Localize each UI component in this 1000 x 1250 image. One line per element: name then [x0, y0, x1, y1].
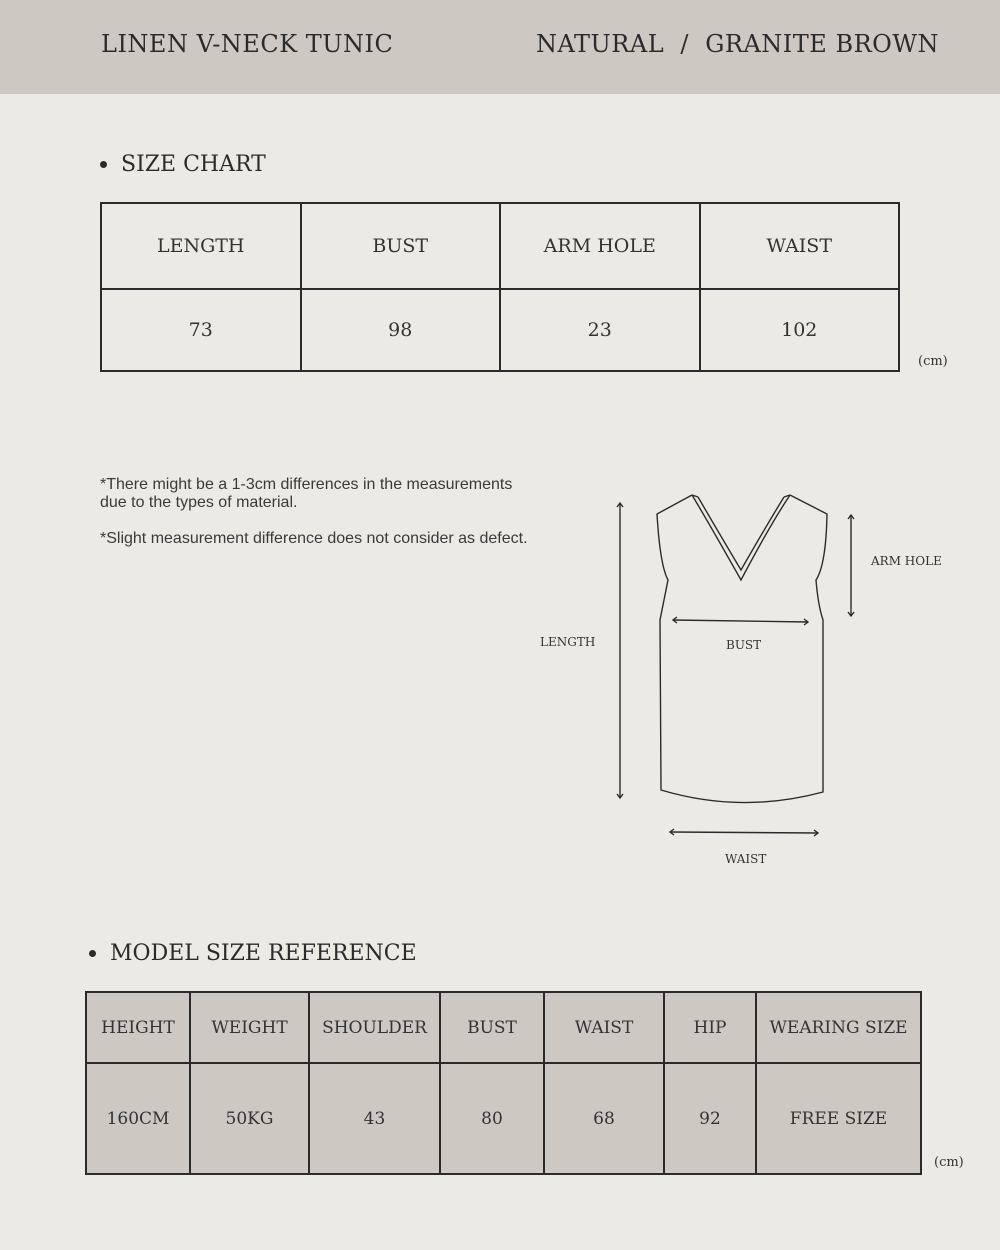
header-cell: BUST [440, 992, 544, 1063]
note-text: *There might be a 1-3cm differences in the measurements due to the types of material. [100, 476, 513, 511]
header-cell: WAIST [544, 992, 664, 1063]
table-header-row [86, 992, 921, 1063]
bullet-icon [89, 950, 96, 957]
value-cell: 23 [500, 289, 700, 371]
header-cell: WAIST [700, 203, 900, 289]
value-cell: 50KG [190, 1063, 309, 1174]
header-cell: ARM HOLE [500, 203, 700, 289]
header-cell: WEARING SIZE [756, 992, 921, 1063]
model-size-heading [89, 941, 417, 966]
table-header-row [101, 203, 899, 289]
model-size-table [85, 991, 922, 1175]
model-size-title: MODEL SIZE REFERENCE [110, 941, 417, 966]
measurement-notes [100, 476, 530, 566]
waist-label: WAIST [725, 852, 767, 866]
value-cell: 73 [101, 289, 301, 371]
note-text: *Slight measurement difference does not consider as defect. [100, 530, 528, 547]
waist-arrow [670, 832, 818, 833]
size-chart-title: SIZE CHART [121, 152, 266, 177]
header-band [0, 0, 1000, 94]
value-cell: 98 [301, 289, 501, 371]
model-size-unit: (cm) [934, 1155, 964, 1170]
size-chart-table [100, 202, 900, 372]
armhole-label: ARM HOLE [871, 554, 942, 568]
value-cell: 160CM [86, 1063, 190, 1174]
table-row [101, 289, 899, 371]
size-chart-unit: (cm) [918, 354, 948, 369]
header-cell: HIP [664, 992, 756, 1063]
header-cell: SHOULDER [309, 992, 440, 1063]
header-cell: HEIGHT [86, 992, 190, 1063]
garment-diagram [520, 470, 960, 880]
product-color: NATURAL / GRANITE BROWN [536, 30, 939, 58]
length-label: LENGTH [540, 635, 596, 649]
bust-label: BUST [726, 638, 762, 652]
neckline [692, 495, 790, 580]
value-cell: 80 [440, 1063, 544, 1174]
header-cell: WEIGHT [190, 992, 309, 1063]
header-cell: BUST [301, 203, 501, 289]
product-title: LINEN V-NECK TUNIC [101, 30, 394, 58]
value-cell: 68 [544, 1063, 664, 1174]
value-cell: FREE SIZE [756, 1063, 921, 1174]
value-cell: 43 [309, 1063, 440, 1174]
bullet-icon [100, 161, 107, 168]
bust-arrow [673, 620, 808, 622]
size-chart-heading [100, 152, 266, 177]
value-cell: 102 [700, 289, 900, 371]
value-cell: 92 [664, 1063, 756, 1174]
table-row [86, 1063, 921, 1174]
header-cell: LENGTH [101, 203, 301, 289]
